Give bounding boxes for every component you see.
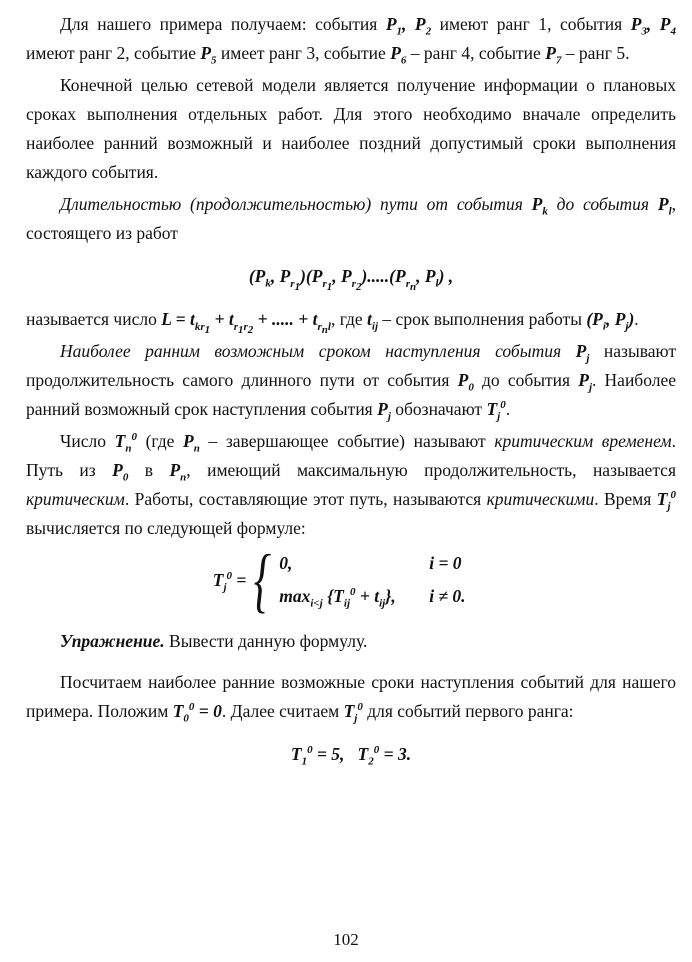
paragraph-7: Посчитаем наиболее ранние возможные сроки наступления событий для нашего примера. Положим $T_0^0 = 0$. Далее считаем $T_j^0$ для событий первого ранга:	[26, 672, 676, 725]
paragraph-3: Длительностью (продолжительностью) пути от события $P_k$ до события $P_l$, состоящего из работ	[26, 194, 676, 243]
paragraph-1: Для нашего примера получаем: события $P_1$, $P_2$ имеют ранг 1, события $P_3$, $P_4$ имеют ранг 2, событие $P_5$ имеет ранг 3, событие $P_6$ – ранг 4, событие $P_7$ – ранг 5.	[26, 14, 676, 67]
exercise: Упражнение. Вывести данную формулу.	[60, 631, 368, 651]
paragraph-5: Наиболее ранним возможным сроком наступления события $P_j$ называют продолжительность самого длинного пути от события $P_0$ до события $P_j$. Наиболее ранний возможный срок наступления события $P_j$ обозначают $T_j^0$.	[26, 341, 677, 423]
paragraph-6: Число $T_n^0$ (где $P_n$ – завершающее событие) называют критическим временем. Путь из $P_0$ в $P_n$, имеющий максимальную продолжительность, называется критическим. Работы, составляющие этот путь, называются критическими. Время $T_j^0$ вычисляется по следующей формуле:	[26, 431, 676, 538]
paragraph-4: называется число $L = t_{kr_1} + t_{r_1r_2}$ + ..... + $t_{r_nl}$, где $t_{ij}$ – срок выполнения работы ($P_i$, $P_j$).	[26, 309, 639, 336]
paragraph-2: Конечной целью сетевой модели является получение информации о плановых сроках выполнения отдельных работ. Для этого необходимо вначале определить наиболее ранний возможный и наиболее поздний допустимый сроки выполнения каждого события.	[26, 75, 676, 182]
path-formula: ($P_k$, $P_{r_1})(P_{r_1}$, $P_{r_2}).....(P_{r_n}$, $P_l$) ,	[248, 266, 454, 293]
page-number: 102	[333, 930, 359, 949]
first-rank-formula: $T_1^0 = 5$, $T_2^0 = 3$.	[290, 744, 412, 768]
earliest-time-formula: $T_j^0$ = { 0, i = 0 $\max_{i<j} \{T_{ij}^0 + t_{ij}\}$, i ≠ 0.	[212, 540, 466, 620]
page-body	[26, 10, 676, 783]
